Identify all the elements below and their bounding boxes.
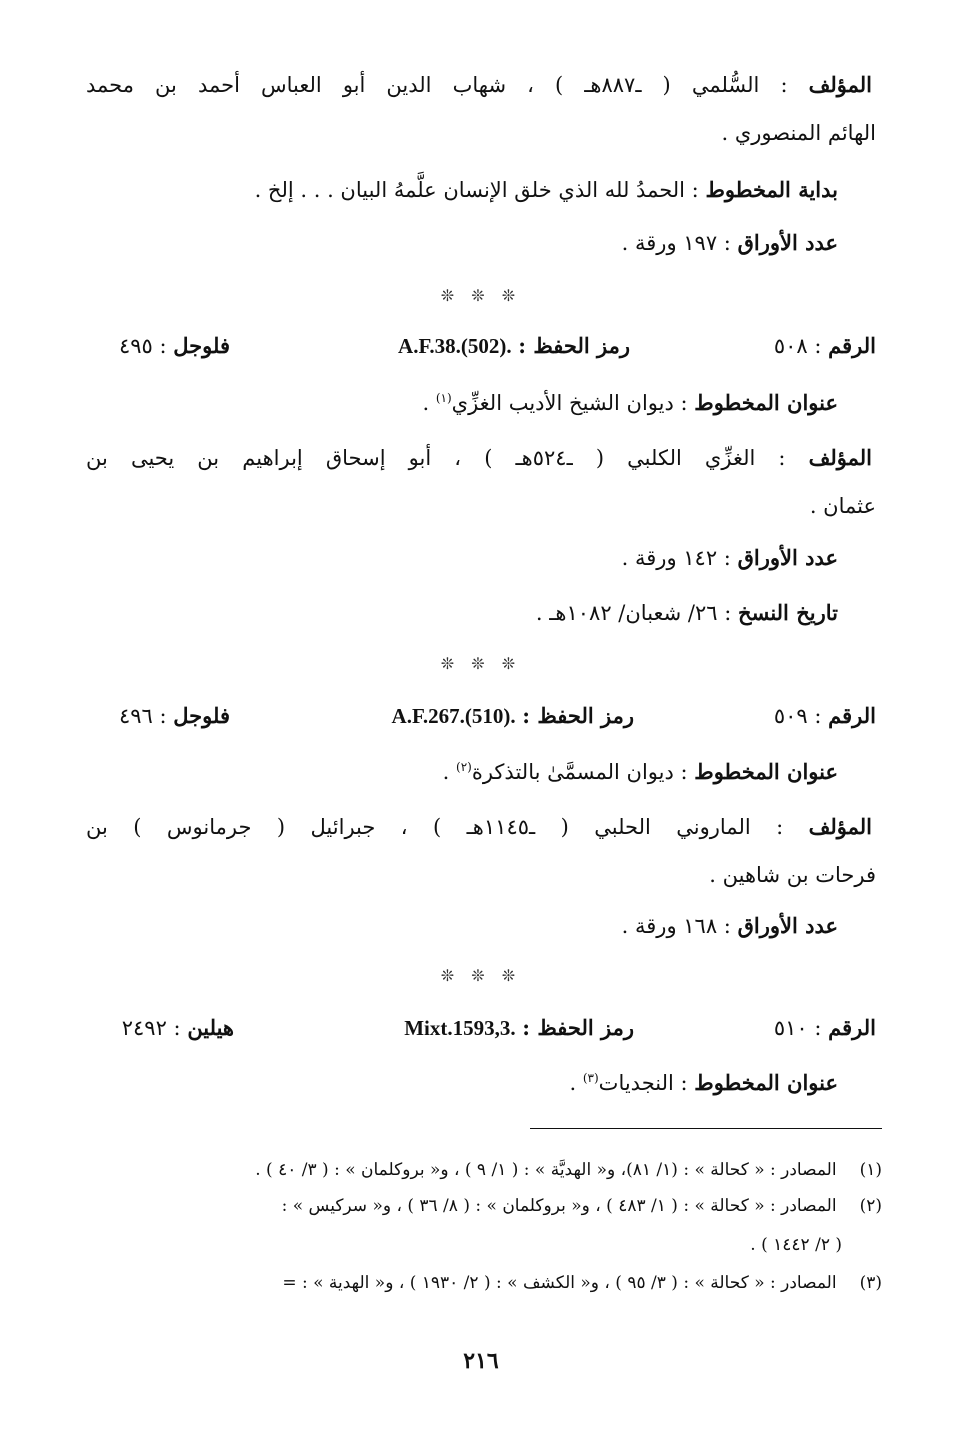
footnote-number: (٢)	[859, 1196, 882, 1216]
section-separator: ❊ ❊ ❊	[440, 286, 522, 305]
copy-date-line	[536, 598, 838, 628]
beginning-value: : الحمدُ لله الذي خلق الإنسان علَّمهُ البيان . . . إلخ .	[254, 178, 699, 202]
footnote-text: المصادر : « كحالة » : ( ٣/ ٩٥ ) ، و« الكشف » : ( ٢/ ١٩٣٠ ) ، و« الهدية » : =	[282, 1273, 837, 1293]
author-value: : السُّلمي ( ـ٨٨٧هـ ) ، شهاب الدين أبو العباس أحمد بن محمد	[86, 73, 788, 97]
title-value: : ديوان الشيخ الأديب الغزِّي	[451, 391, 688, 415]
footnote-marker: (٢)	[456, 760, 472, 774]
beginning-label: بداية المخطوط	[705, 177, 838, 202]
folios-label: عدد الأوراق	[737, 913, 838, 938]
section-separator: ❊ ❊ ❊	[440, 966, 522, 985]
author-value: : الغزِّي الكلبي ( ـ٥٢٤هـ ) ، أبو إسحاق إبراهيم بن يحيى بن	[86, 446, 786, 470]
folios-line	[622, 228, 838, 258]
footnote-2	[282, 1193, 882, 1219]
footnote-number: (١)	[859, 1160, 882, 1180]
shelf-mark: رمز الحفظ : Mixt.1593,3.	[404, 1015, 634, 1040]
folios-line	[622, 911, 838, 941]
section-separator: ❊ ❊ ❊	[440, 654, 522, 673]
folios-label: عدد الأوراق	[737, 545, 838, 570]
catalog-reference: فلوجل : ٤٩٦	[118, 703, 230, 728]
author-line-continued: فرحات بن شاهين .	[709, 863, 876, 887]
author-label: المؤلف	[808, 814, 873, 839]
author-line	[86, 812, 872, 842]
shelf-mark: رمز الحفظ : A.F.38.(502).	[398, 333, 630, 358]
title-value: : النجديات	[598, 1071, 688, 1095]
title-label: عنوان المخطوط	[694, 759, 838, 784]
beginning-line	[255, 175, 838, 205]
author-line-continued: عثمان .	[809, 494, 876, 518]
folios-label: عدد الأوراق	[737, 230, 838, 255]
author-value: : الماروني الحلبي ( ـ١١٤٥هـ ) ، جبرائيل ( جرمانوس ) بن	[86, 815, 784, 839]
author-line	[86, 443, 872, 473]
folios-value: : ١٩٧ ورقة .	[621, 231, 731, 255]
entry-number: الرقم : ٥٠٩	[773, 703, 876, 728]
footnote-text: المصادر : « كحالة » : ( ١/ ٤٨٣ ) ، و« بروكلمان » : ( ٨/ ٣٦ ) ، و« سركيس » :	[281, 1196, 837, 1216]
entry-number: الرقم : ٥٠٨	[773, 333, 876, 358]
title-label: عنوان المخطوط	[694, 1070, 838, 1095]
footnote-divider	[530, 1128, 882, 1129]
footnote-marker: (١)	[435, 391, 452, 405]
page-number: ٢١٦	[463, 1348, 499, 1374]
title-line: عنوان المخطوط : ديوان المسمَّىٰ بالتذكرة$^{(٢)}$ .	[442, 759, 838, 784]
author-label: المؤلف	[808, 72, 872, 97]
footnote-text: المصادر : « كحالة » : (١/ ٨١)، و« الهديَّة » : ( ١/ ٩ ) ، و« بروكلمان » : ( ٣/ ٤٠ ) .	[255, 1160, 837, 1180]
folios-value: : ١٦٨ ورقة .	[621, 914, 731, 938]
footnote-3	[282, 1270, 882, 1296]
copy-date-value: : ٢٦/ شعبان/ ١٠٨٢هـ .	[535, 601, 732, 625]
author-line-continued: الهائم المنصوري .	[721, 121, 876, 145]
folios-line	[622, 543, 838, 573]
footnote-1	[255, 1157, 882, 1183]
catalog-reference: هيلين : ٢٤٩٢	[121, 1015, 234, 1040]
folios-value: : ١٤٢ ورقة .	[621, 546, 731, 570]
title-line: عنوان المخطوط : النجديات$^{(٣)}$ .	[569, 1070, 838, 1095]
title-value: : ديوان المسمَّىٰ بالتذكرة	[471, 760, 688, 784]
footnote-2-continued: ( ٢/ ١٤٤٢ ) .	[750, 1235, 842, 1255]
author-line	[86, 70, 872, 100]
copy-date-label: تاريخ النسخ	[738, 600, 838, 625]
title-line: عنوان المخطوط : ديوان الشيخ الأديب الغزِّي$^{(١)}$ .	[422, 390, 838, 415]
footnote-number: (٣)	[859, 1273, 882, 1293]
footnote-marker: (٣)	[582, 1071, 599, 1085]
author-label: المؤلف	[808, 445, 872, 470]
title-label: عنوان المخطوط	[694, 390, 838, 415]
catalog-reference: فلوجل : ٤٩٥	[118, 333, 230, 358]
shelf-mark: رمز الحفظ : A.F.267.(510).	[391, 703, 634, 728]
entry-number: الرقم : ٥١٠	[773, 1015, 876, 1040]
